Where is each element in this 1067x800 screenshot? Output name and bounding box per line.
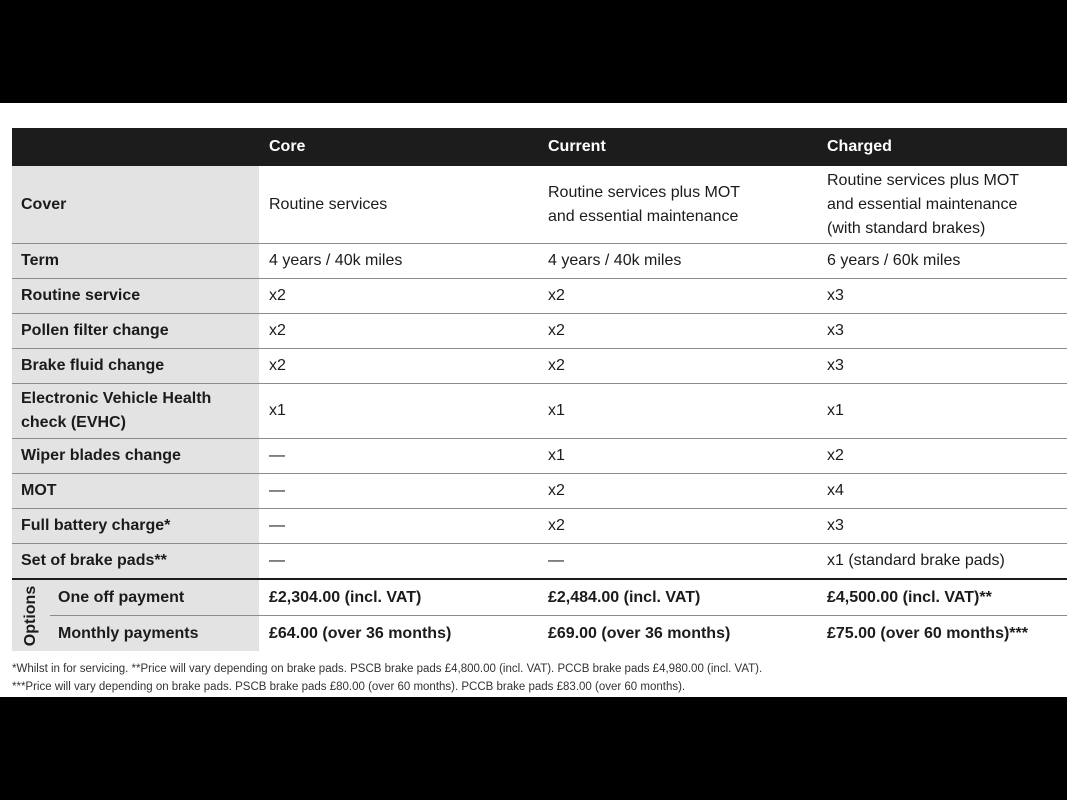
row-value: x2 bbox=[548, 322, 565, 339]
row-value: x2 bbox=[269, 357, 286, 374]
options-label bbox=[12, 580, 50, 651]
row-value: x3 bbox=[827, 357, 844, 374]
table-body bbox=[12, 166, 1067, 578]
row-value: x3 bbox=[827, 287, 844, 304]
row-value: x2 bbox=[827, 447, 844, 464]
row-value: — bbox=[269, 482, 285, 499]
row-label: Set of brake pads** bbox=[12, 544, 259, 578]
options-row-value: £64.00 (over 36 months) bbox=[269, 624, 452, 642]
table-row bbox=[12, 473, 1067, 508]
row-value: x2 bbox=[548, 482, 565, 499]
row-value: x4 bbox=[827, 482, 844, 499]
row-value: x3 bbox=[827, 322, 844, 339]
options-row-value: £69.00 (over 36 months) bbox=[548, 624, 731, 642]
footnote-2: ***Price will vary depending on brake pads. PSCB brake pads £80.00 (over 60 months). PCCB brake pads £83.00 (over 60 months). bbox=[12, 681, 686, 693]
table-row bbox=[12, 383, 1067, 438]
row-label: Brake fluid change bbox=[12, 349, 259, 383]
row-value: x1 (standard brake pads) bbox=[827, 552, 1005, 569]
row-value: — bbox=[548, 552, 564, 569]
options-row-label: One off payment bbox=[50, 580, 259, 615]
options-row-label: Monthly payments bbox=[50, 616, 259, 651]
table-row bbox=[12, 313, 1067, 348]
table-row bbox=[12, 348, 1067, 383]
row-value: — bbox=[269, 447, 285, 464]
options-row bbox=[50, 580, 1067, 615]
options-row-value: £2,484.00 (incl. VAT) bbox=[548, 588, 701, 606]
row-value: — bbox=[269, 517, 285, 534]
row-label: Pollen filter change bbox=[12, 314, 259, 348]
options-row bbox=[50, 615, 1067, 651]
row-label: Electronic Vehicle Health check (EVHC) bbox=[12, 384, 259, 438]
options-row-value: £75.00 (over 60 months)*** bbox=[827, 624, 1028, 642]
row-value: x1 bbox=[269, 402, 286, 419]
comparison-table bbox=[12, 128, 1067, 651]
row-label: Routine service bbox=[12, 279, 259, 313]
row-value: 4 years / 40k miles bbox=[269, 252, 403, 269]
footnote-1: *Whilst in for servicing. **Price will vary depending on brake pads. PSCB brake pads £4,800.00 (incl. VAT). PCCB brake pads £4,980.00 (incl. VAT). bbox=[12, 663, 763, 675]
row-value: 6 years / 60k miles bbox=[827, 252, 961, 269]
row-value: x2 bbox=[269, 322, 286, 339]
row-label: Cover bbox=[12, 166, 259, 243]
row-value: x1 bbox=[548, 447, 565, 464]
row-value: x2 bbox=[269, 287, 286, 304]
row-value: — bbox=[269, 552, 285, 569]
header-charged: Charged bbox=[827, 138, 892, 155]
footnotes bbox=[12, 660, 762, 696]
table-row bbox=[12, 166, 1067, 243]
row-value: x1 bbox=[827, 402, 844, 419]
row-value: Routine services bbox=[269, 195, 388, 213]
row-value: Routine services plus MOT and essential maintenance (with standard brakes) bbox=[827, 171, 1020, 237]
document-sheet bbox=[0, 103, 1067, 697]
table-row bbox=[12, 278, 1067, 313]
row-value: 4 years / 40k miles bbox=[548, 252, 682, 269]
header-current: Current bbox=[548, 138, 606, 155]
table-header bbox=[12, 128, 1067, 166]
row-value: x2 bbox=[548, 357, 565, 374]
table-row bbox=[12, 438, 1067, 473]
table-row bbox=[12, 243, 1067, 278]
row-value: x2 bbox=[548, 287, 565, 304]
row-value: x2 bbox=[548, 517, 565, 534]
row-value: x3 bbox=[827, 517, 844, 534]
row-label: MOT bbox=[12, 474, 259, 508]
row-label: Full battery charge* bbox=[12, 509, 259, 543]
row-label: Term bbox=[12, 244, 259, 278]
header-core: Core bbox=[269, 138, 306, 155]
table-row bbox=[12, 508, 1067, 543]
options-title: Options bbox=[22, 585, 39, 646]
row-value: Routine services plus MOT and essential maintenance bbox=[548, 183, 741, 225]
row-value: x1 bbox=[548, 402, 565, 419]
options-row-value: £2,304.00 (incl. VAT) bbox=[269, 588, 422, 606]
options-row-value: £4,500.00 (incl. VAT)** bbox=[827, 588, 992, 606]
options-section bbox=[12, 580, 1067, 651]
options-rows bbox=[50, 580, 1067, 651]
table-row bbox=[12, 543, 1067, 578]
row-label: Wiper blades change bbox=[12, 439, 259, 473]
